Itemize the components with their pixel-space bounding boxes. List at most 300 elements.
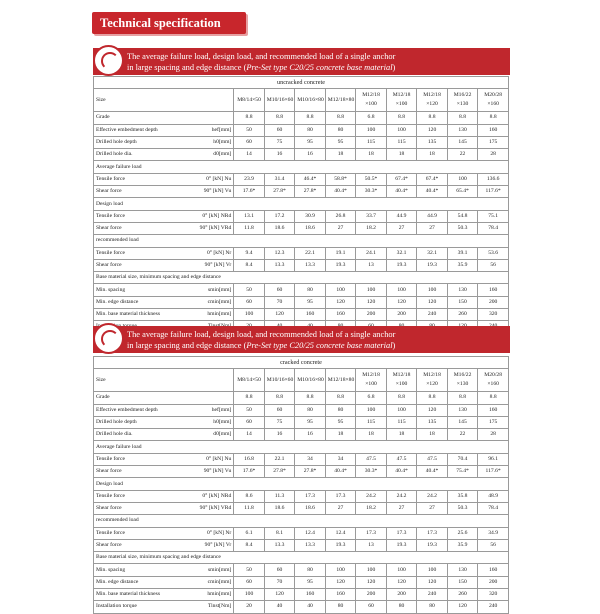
size-cell: M16/22 ×130 [447,89,478,112]
value-cell: 30.3* [356,466,387,478]
value-cell: 22.1 [295,247,326,259]
row-unit: 0° [kN] NRd [179,210,234,222]
value-cell: 16 [295,429,326,441]
value-cell: 200 [356,589,387,601]
section-label: Base material size, minimum spacing and edge distance [94,272,509,284]
value-cell: 34 [295,453,326,465]
value-cell: 60 [234,136,265,148]
value-cell: 8.8 [447,112,478,124]
banner-line-2: in large spacing and edge distance (Pre-Set type C20/25 concrete base material) [127,63,396,72]
value-cell: 130 [447,564,478,576]
value-cell: 8.4 [234,259,265,271]
value-cell: 120 [386,576,417,588]
value-cell: 47.5 [356,453,387,465]
value-cell: 80 [295,284,326,296]
value-cell: 40.4* [417,466,448,478]
section-label: recommended load [94,515,509,527]
value-cell: 95 [295,296,326,308]
value-cell: 17.3 [295,490,326,502]
value-cell: 75.1 [478,210,509,222]
value-cell: 14 [234,149,265,161]
value-cell: 117.6* [478,466,509,478]
value-cell: 27.8* [295,186,326,198]
value-cell: 19.3 [417,259,448,271]
value-cell: 115 [356,136,387,148]
value-cell: 13 [356,259,387,271]
value-cell: 60 [264,284,295,296]
size-cell: M10/16×80 [295,89,326,112]
value-cell: 24.2 [386,490,417,502]
value-cell: 34 [325,453,356,465]
value-cell: 40.4* [386,186,417,198]
value-cell: 27 [417,222,448,234]
value-cell: 120 [264,309,295,321]
value-cell: 60 [356,601,387,613]
row-unit: 90° [kN] VRd [179,222,234,234]
row-unit: 90° [kN] Vr [179,539,234,551]
value-cell: 135 [417,136,448,148]
value-cell: 50 [234,284,265,296]
value-cell: 27 [325,502,356,514]
value-cell: 8.8 [325,392,356,404]
size-cell: M16/22 ×130 [447,369,478,392]
value-cell: 260 [447,309,478,321]
table-row [94,466,509,478]
value-cell: 120 [417,576,448,588]
section-row [94,478,509,490]
value-cell: 22 [447,149,478,161]
row-label: Min. spacing [94,564,179,576]
value-cell: 6.8 [356,392,387,404]
value-cell: 95 [325,416,356,428]
row-unit: d0[mm] [179,149,234,161]
value-cell: 120 [325,576,356,588]
row-label: Tensile force [94,490,179,502]
value-cell: 27 [325,222,356,234]
value-cell: 100 [356,564,387,576]
row-label: Min. base material thickness [94,309,179,321]
value-cell: 60 [264,564,295,576]
circle-icon [93,45,124,76]
value-cell: 18 [417,429,448,441]
value-cell: 78.4 [478,222,509,234]
value-cell: 40.4* [386,466,417,478]
value-cell: 16 [295,149,326,161]
value-cell: 24.1 [356,247,387,259]
value-cell: 19.3 [325,539,356,551]
table-caption-row [94,77,509,89]
value-cell: 17.2 [264,210,295,222]
value-cell: 60 [264,124,295,136]
size-cell: M12/18 ×120 [417,369,448,392]
table-row [94,429,509,441]
table-caption: uncracked concrete [94,77,509,89]
value-cell: 100 [325,564,356,576]
table-row [94,576,509,588]
value-cell: 80 [295,564,326,576]
value-cell: 175 [478,416,509,428]
page-title: Technical specification [100,16,221,30]
value-cell: 135 [417,416,448,428]
value-cell: 32.1 [386,247,417,259]
row-label: Min. base material thickness [94,589,179,601]
value-cell: 60 [234,416,265,428]
table-row [94,136,509,148]
value-cell: 100 [356,124,387,136]
value-cell: 18.6 [295,222,326,234]
value-cell: 8.8 [386,112,417,124]
row-label: Effective embedment depth [94,404,179,416]
value-cell: 65.4* [447,186,478,198]
value-cell: 18.6 [264,222,295,234]
value-cell: 50 [234,124,265,136]
value-cell: 60 [264,404,295,416]
value-cell: 25.6 [447,527,478,539]
value-cell: 50.5* [356,173,387,185]
value-cell: 16 [264,429,295,441]
value-cell: 115 [356,416,387,428]
row-label: Grade [94,392,179,404]
value-cell: 200 [386,309,417,321]
value-cell: 18 [356,429,387,441]
value-cell: 9.4 [234,247,265,259]
value-cell: 80 [325,404,356,416]
size-cell: M12/18 ×100 [386,89,417,112]
value-cell: 100 [234,589,265,601]
row-label: Shear force [94,259,179,271]
size-cell: M8/14×50 [234,369,265,392]
value-cell: 19.1 [325,247,356,259]
value-cell: 17.6* [234,186,265,198]
value-cell: 100 [417,564,448,576]
table-row [94,589,509,601]
value-cell: 40 [264,601,295,613]
row-unit [179,392,234,404]
value-cell: 18 [386,429,417,441]
value-cell: 75.4* [447,466,478,478]
size-header-row [94,369,509,392]
value-cell: 240 [478,601,509,613]
row-unit: 0° [kN] Nr [179,247,234,259]
section-row [94,272,509,284]
row-unit: hef[mm] [179,404,234,416]
value-cell: 78.4 [478,502,509,514]
row-label: Shear force [94,466,179,478]
value-cell: 67.4* [417,173,448,185]
value-cell: 11.8 [234,222,265,234]
section-label: Design load [94,478,509,490]
value-cell: 30.9 [295,210,326,222]
value-cell: 100 [356,404,387,416]
value-cell: 17.3 [356,527,387,539]
value-cell: 13 [356,539,387,551]
value-cell: 27 [417,502,448,514]
value-cell: 11.3 [264,490,295,502]
value-cell: 160 [325,589,356,601]
table-caption-row [94,357,509,369]
section-label: recommended load [94,235,509,247]
value-cell: 17.3 [417,527,448,539]
value-cell: 80 [386,601,417,613]
section-label: Average failure load [94,441,509,453]
value-cell: 8.8 [417,392,448,404]
value-cell: 130 [447,124,478,136]
value-cell: 19.3 [417,539,448,551]
value-cell: 95 [325,136,356,148]
row-label: Shear force [94,222,179,234]
value-cell: 18 [386,149,417,161]
value-cell: 200 [478,296,509,308]
value-cell: 120 [356,576,387,588]
spec-table-cracked [93,356,509,614]
value-cell: 27.8* [295,466,326,478]
value-cell: 22 [447,429,478,441]
banner-line-1: The average failure load, design load, and recommended load of a single anchor [127,52,396,61]
value-cell: 47.5 [417,453,448,465]
value-cell: 150 [447,296,478,308]
value-cell: 160 [295,309,326,321]
size-cell: M20/28 ×160 [478,369,509,392]
section-label: Design load [94,198,509,210]
row-unit: cmin[mm] [179,296,234,308]
value-cell: 8.8 [295,112,326,124]
value-cell: 24.2 [417,490,448,502]
value-cell: 80 [295,404,326,416]
value-cell: 18 [325,429,356,441]
value-cell: 100 [447,173,478,185]
value-cell: 60 [234,296,265,308]
value-cell: 100 [356,284,387,296]
value-cell: 13.3 [264,259,295,271]
row-label: Tensile force [94,247,179,259]
value-cell: 56 [478,259,509,271]
value-cell: 19.3 [325,259,356,271]
value-cell: 70 [264,576,295,588]
value-cell: 100 [386,404,417,416]
size-cell: M12/18 ×120 [417,89,448,112]
row-unit: 0° [kN] Nu [179,173,234,185]
size-cell: M20/28 ×160 [478,89,509,112]
table-caption: cracked concrete [94,357,509,369]
circle-icon [93,323,124,354]
value-cell: 22.1 [264,453,295,465]
value-cell: 27 [386,502,417,514]
value-cell: 44.9 [417,210,448,222]
value-cell: 8.8 [386,392,417,404]
value-cell: 100 [325,284,356,296]
value-cell: 75 [264,136,295,148]
value-cell: 200 [386,589,417,601]
value-cell: 67.4* [386,173,417,185]
value-cell: 16.8 [234,453,265,465]
value-cell: 100 [234,309,265,321]
value-cell: 16 [264,149,295,161]
value-cell: 160 [295,589,326,601]
row-label: Shear force [94,539,179,551]
value-cell: 17.3 [386,527,417,539]
row-unit: 0° [kN] NRd [179,490,234,502]
value-cell: 8.8 [478,112,509,124]
value-cell: 50 [234,404,265,416]
table-row [94,124,509,136]
row-unit: 90° [kN] VRd [179,502,234,514]
banner-text [127,51,395,73]
value-cell: 19.3 [386,259,417,271]
value-cell: 8.1 [264,527,295,539]
value-cell: 8.8 [417,112,448,124]
value-cell: 145 [447,136,478,148]
value-cell: 53.6 [478,247,509,259]
table-row [94,309,509,321]
value-cell: 28 [478,149,509,161]
banner-text [127,329,395,351]
value-cell: 44.9 [386,210,417,222]
row-unit: 90° [kN] Vr [179,259,234,271]
value-cell: 50 [234,564,265,576]
value-cell: 200 [478,576,509,588]
row-unit: 90° [kN] Vu [179,466,234,478]
value-cell: 47.5 [386,453,417,465]
row-label: Effective embedment depth [94,124,179,136]
banner-line-1: The average failure load, design load, and recommended load of a single anchor [127,330,396,339]
value-cell: 40.4* [417,186,448,198]
value-cell: 150 [447,576,478,588]
section-row [94,515,509,527]
table-row [94,186,509,198]
size-cell: M10/16×60 [264,369,295,392]
value-cell: 35.9 [447,259,478,271]
table-row [94,173,509,185]
section-row [94,161,509,173]
section-label: Base material size, minimum spacing and edge distance [94,552,509,564]
value-cell: 117.6* [478,186,509,198]
value-cell: 75 [264,416,295,428]
table-row [94,502,509,514]
table-row [94,404,509,416]
row-label: Tensile force [94,210,179,222]
table-row [94,490,509,502]
value-cell: 120 [325,296,356,308]
row-unit: smin[mm] [179,564,234,576]
value-cell: 320 [478,309,509,321]
value-cell: 18.2 [356,502,387,514]
size-cell: M10/16×80 [295,369,326,392]
table-row [94,112,509,124]
size-header-row [94,89,509,112]
value-cell: 80 [325,124,356,136]
value-cell: 80 [417,601,448,613]
value-cell: 12.3 [264,247,295,259]
value-cell: 120 [417,124,448,136]
value-cell: 28 [478,429,509,441]
row-unit: Tinst[Nm] [179,601,234,613]
value-cell: 27 [386,222,417,234]
row-unit: hmin[mm] [179,589,234,601]
value-cell: 8.8 [325,112,356,124]
value-cell: 8.8 [447,392,478,404]
value-cell: 80 [325,601,356,613]
value-cell: 160 [478,404,509,416]
row-unit: d0[mm] [179,429,234,441]
value-cell: 160 [478,564,509,576]
value-cell: 160 [478,284,509,296]
value-cell: 95 [295,136,326,148]
row-label: Min. edge distance [94,296,179,308]
row-label: Tensile force [94,173,179,185]
value-cell: 27.8* [264,186,295,198]
value-cell: 8.8 [264,392,295,404]
size-label: Size [94,89,234,112]
row-unit: h0[mm] [179,136,234,148]
value-cell: 40.4* [325,186,356,198]
value-cell: 35.9 [447,539,478,551]
size-cell: M8/14×50 [234,89,265,112]
size-cell: M10/16×60 [264,89,295,112]
value-cell: 13.1 [234,210,265,222]
value-cell: 100 [386,284,417,296]
row-unit: hef[mm] [179,124,234,136]
value-cell: 32.1 [417,247,448,259]
size-cell: M12/18×80 [325,89,356,112]
value-cell: 11.8 [234,502,265,514]
section-label: Average failure load [94,161,509,173]
value-cell: 240 [417,309,448,321]
value-cell: 26.8 [325,210,356,222]
value-cell: 6.8 [356,112,387,124]
value-cell: 240 [417,589,448,601]
value-cell: 160 [325,309,356,321]
value-cell: 18 [417,149,448,161]
value-cell: 8.8 [234,112,265,124]
value-cell: 18.2 [356,222,387,234]
value-cell: 13.3 [264,539,295,551]
value-cell: 8.8 [295,392,326,404]
table-row [94,259,509,271]
value-cell: 18 [356,149,387,161]
row-label: Min. edge distance [94,576,179,588]
size-label: Size [94,369,234,392]
value-cell: 19.3 [386,539,417,551]
table-row [94,539,509,551]
row-label: Grade [94,112,179,124]
table-row [94,296,509,308]
row-unit: h0[mm] [179,416,234,428]
row-unit: cmin[mm] [179,576,234,588]
value-cell: 35.8 [447,490,478,502]
value-cell: 30.3* [356,186,387,198]
value-cell: 12.4 [325,527,356,539]
value-cell: 120 [447,601,478,613]
value-cell: 24.2 [356,490,387,502]
value-cell: 145 [447,416,478,428]
value-cell: 33.7 [356,210,387,222]
banner-line-2: in large spacing and edge distance (Pre-Set type C20/25 concrete base material) [127,341,396,350]
value-cell: 120 [386,296,417,308]
row-unit [179,112,234,124]
table-row [94,416,509,428]
size-cell: M12/18 ×100 [356,89,387,112]
value-cell: 120 [417,404,448,416]
value-cell: 70.4 [447,453,478,465]
value-cell: 18 [325,149,356,161]
section-row [94,441,509,453]
value-cell: 17.6* [234,466,265,478]
value-cell: 200 [356,309,387,321]
row-unit: 90° [kN] Vu [179,186,234,198]
value-cell: 120 [417,296,448,308]
value-cell: 175 [478,136,509,148]
value-cell: 50.3 [447,222,478,234]
